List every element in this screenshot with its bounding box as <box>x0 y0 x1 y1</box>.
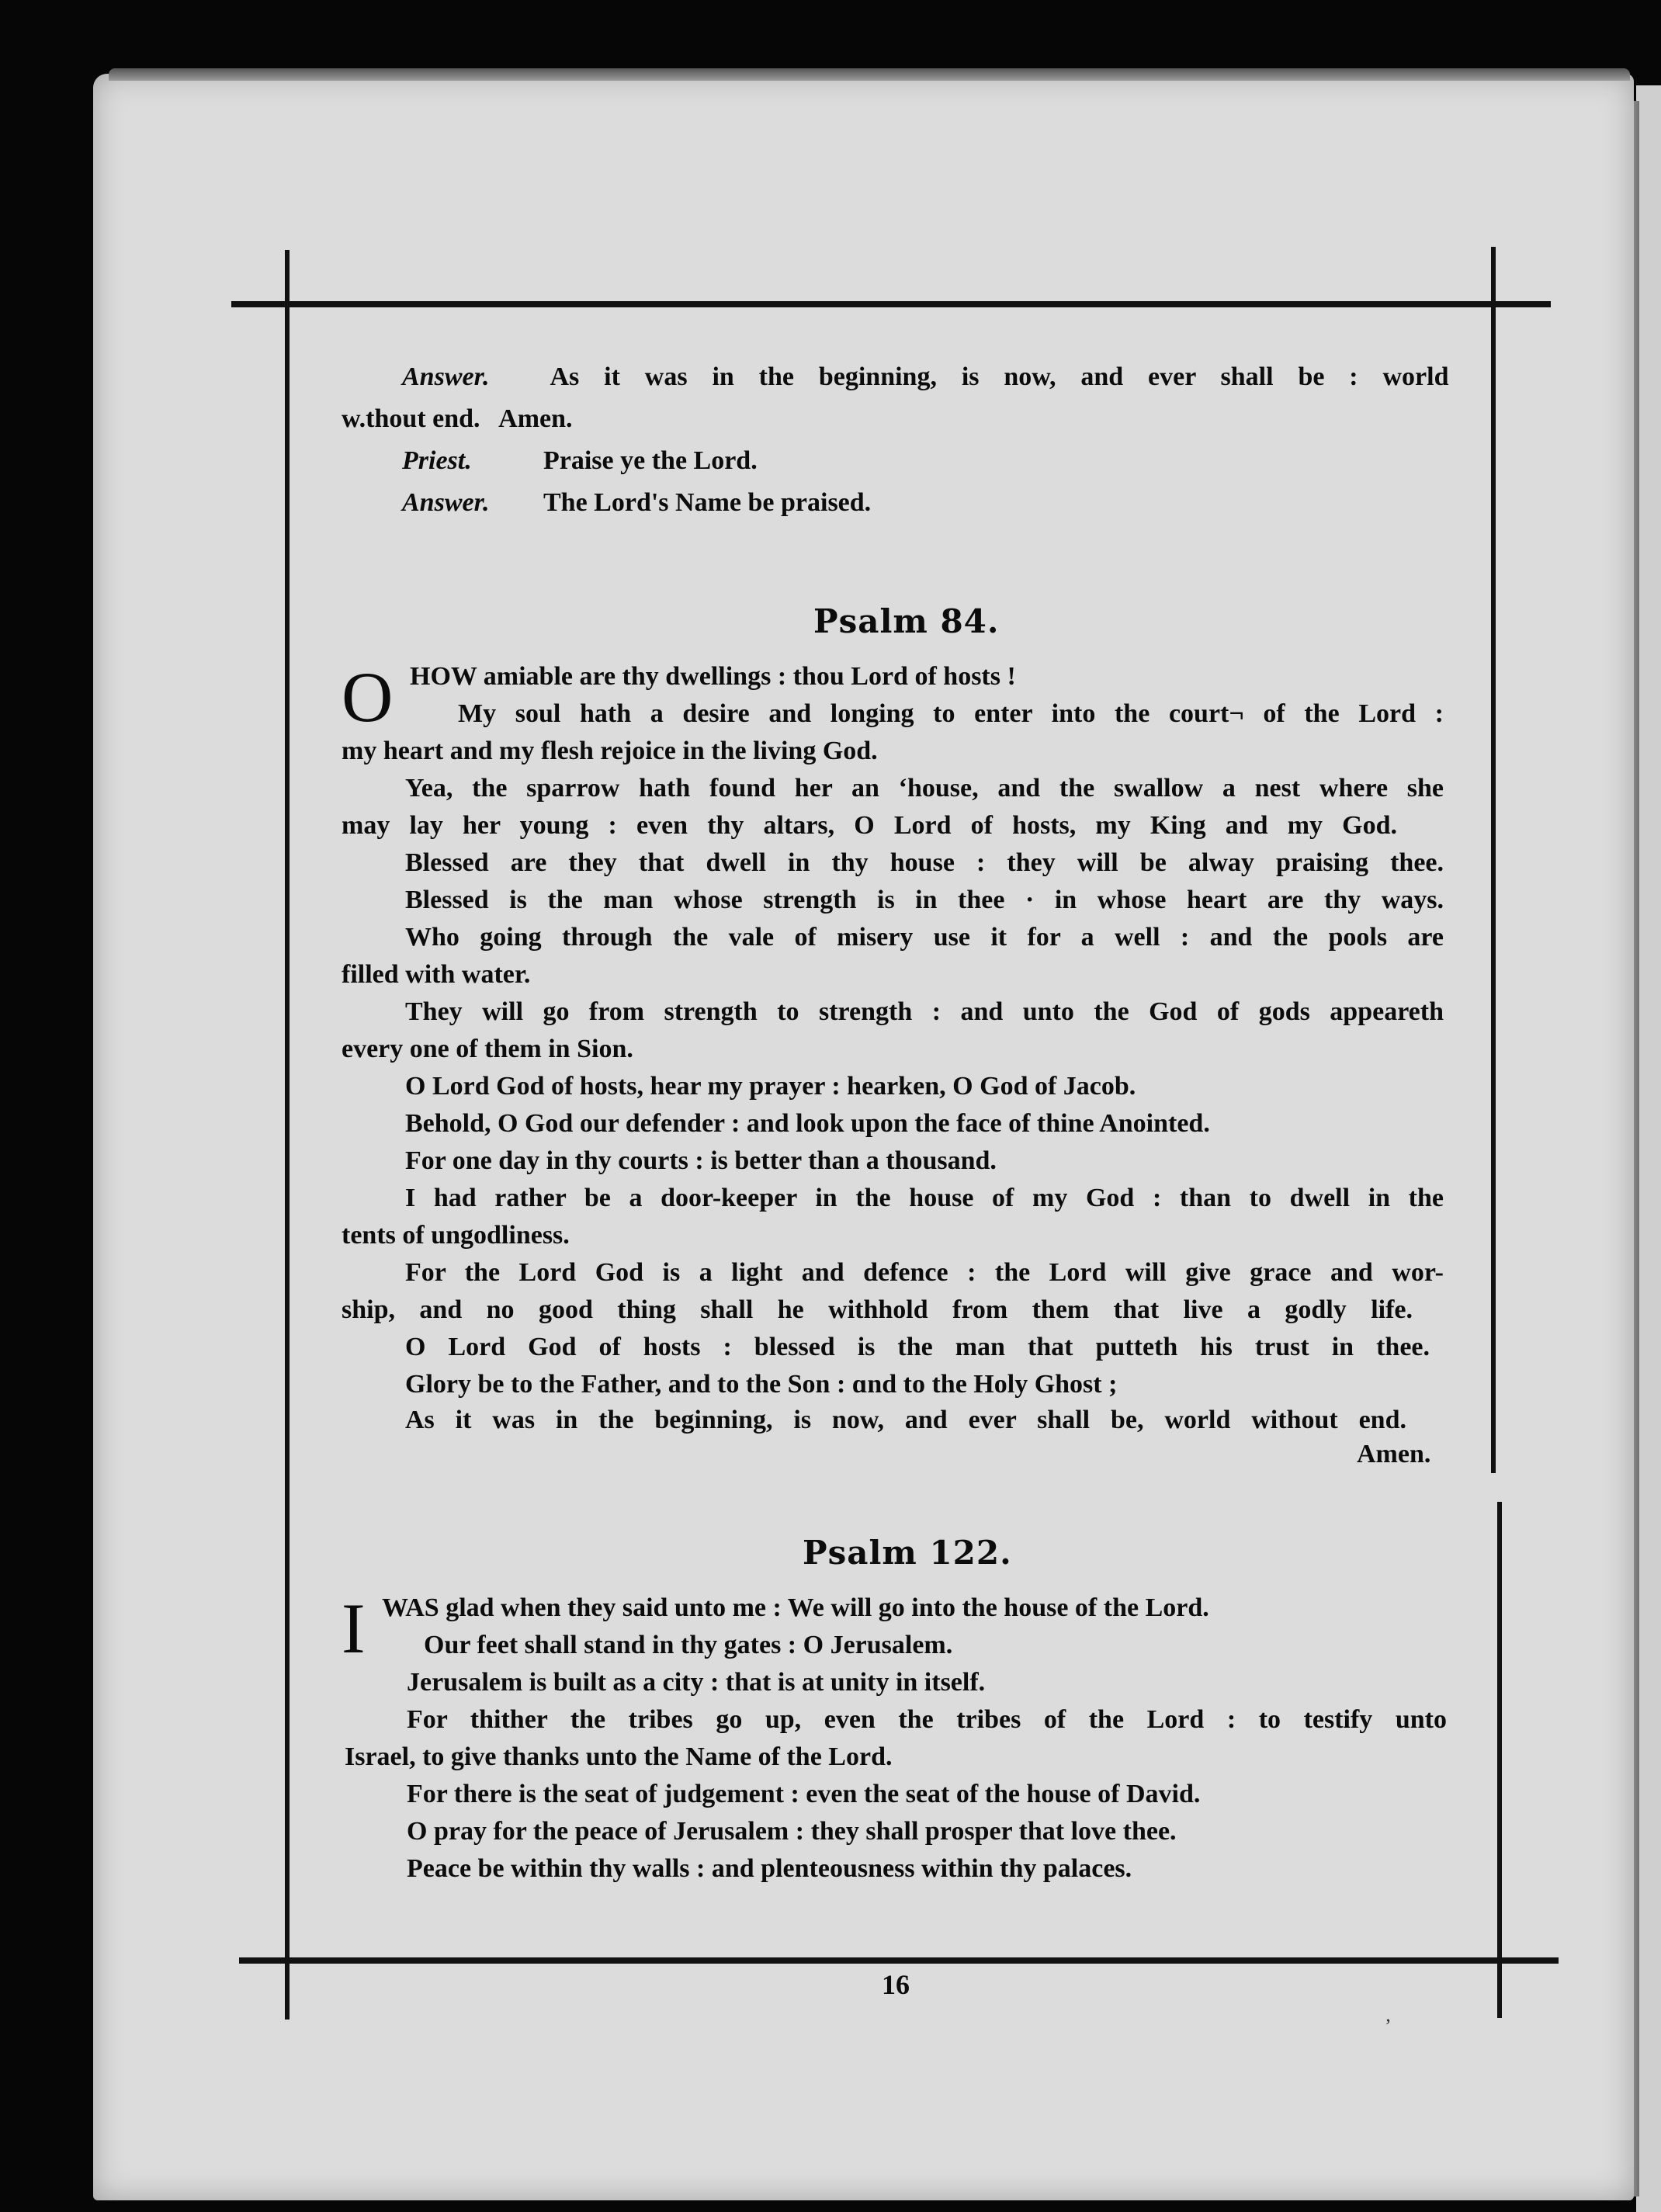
verse-line: WAS glad when they said unto me : We will go into the house of the Lord. <box>382 1593 1209 1622</box>
verse-line: Behold, O God our defender : and look upon the face of thine Anointed. <box>405 1109 1210 1138</box>
right-rule <box>1491 247 1496 1473</box>
verse-line: my heart and my flesh rejoice in the living God. <box>342 737 878 765</box>
verse-line: Israel, to give thanks unto the Name of the Lord. <box>345 1742 893 1771</box>
bottom-rule <box>239 1957 1559 1964</box>
response-text: As it was in the beginning, is now, and ever shall be : world <box>550 362 1449 391</box>
verse-line: Yea, the sparrow hath found her an ʻhouse, and the swallow a nest where she <box>405 774 1444 803</box>
page-top-edge <box>109 68 1630 81</box>
verse-line: ship, and no good thing shall he withhold from them that live a godly life. <box>342 1295 1413 1324</box>
psalm-122-dropcap: I <box>342 1589 366 1668</box>
verse-line: may lay her young : even thy altars, O Lord of hosts, my King and my God. <box>342 811 1397 840</box>
verse-line: I had rather be a door-keeper in the house of my God : than to dwell in the <box>405 1184 1444 1212</box>
response-line <box>342 402 573 436</box>
response-line <box>342 486 871 520</box>
verse-line: For the Lord God is a light and defence : the Lord will give grace and wor- <box>405 1258 1444 1287</box>
speaker-label: Answer. <box>402 362 490 391</box>
response-line <box>342 444 758 478</box>
left-rule <box>285 250 290 2020</box>
verse-line: For one day in thy courts : is better than a thousand. <box>405 1146 997 1175</box>
verse-line: O Lord God of hosts, hear my prayer : hearken, O God of Jacob. <box>405 1072 1136 1101</box>
verse-line: Who going through the vale of misery use it for a well : and the pools are <box>405 923 1444 952</box>
verse-line: filled with water. <box>342 960 531 989</box>
verse-line: Blessed are they that dwell in thy house : they will be alway praising thee. <box>405 848 1444 877</box>
verse-line: every one of them in Sion. <box>342 1035 633 1063</box>
verse-line: My soul hath a desire and longing to enter into the court¬ of the Lord : <box>458 699 1444 728</box>
psalm-122-title: Psalm 122. <box>803 1534 1012 1572</box>
adjacent-page-edge <box>1636 85 1661 2212</box>
verse-line: Our feet shall stand in thy gates : O Jerusalem. <box>424 1631 953 1659</box>
speaker-label: Priest. <box>402 446 472 475</box>
verse-line: Blessed is the man whose strength is in thee · in whose heart are thy ways. <box>405 886 1444 914</box>
psalm-84-dropcap: O <box>342 657 394 737</box>
verse-line: They will go from strength to strength : and unto the God of gods appeareth <box>405 997 1444 1026</box>
response-line <box>342 360 1449 394</box>
response-text: w.thout end. Amen. <box>342 404 573 433</box>
verse-line: O pray for the peace of Jerusalem : they shall prosper that love thee. <box>407 1817 1177 1846</box>
verse-line: Glory be to the Father, and to the Son : ɑnd to the Holy Ghost ; <box>405 1370 1118 1399</box>
top-rule <box>231 301 1551 307</box>
response-text: Praise ye the Lord. <box>543 446 758 475</box>
verse-line: HOW amiable are thy dwellings : thou Lord of hosts ! <box>410 662 1016 691</box>
right-rule-lower <box>1497 1502 1502 2018</box>
verse-line: O Lord God of hosts : blessed is the man that putteth his trust in thee. <box>405 1333 1430 1361</box>
verse-line: For thither the tribes go up, even the tribes of the Lord : to testify unto <box>407 1705 1447 1734</box>
response-text: The Lord's Name be praised. <box>543 488 872 517</box>
page-number: 16 <box>882 1969 910 2000</box>
verse-line: For there is the seat of judgement : even the seat of the house of David. <box>407 1780 1201 1808</box>
speaker-label: Answer. <box>402 488 490 517</box>
verse-line: Jerusalem is built as a city : that is at unity in itself. <box>407 1668 986 1697</box>
amen-line: Amen. <box>1357 1440 1431 1468</box>
corner-mark: ʼ <box>1385 2015 1392 2037</box>
verse-line: tents of ungodliness. <box>342 1221 570 1250</box>
verse-line: As it was in the beginning, is now, and ever shall be, world without end. <box>405 1406 1406 1434</box>
verse-line: Peace be within thy walls : and plenteousness within thy palaces. <box>407 1854 1132 1883</box>
psalm-84-title: Psalm 84. <box>813 602 1000 640</box>
